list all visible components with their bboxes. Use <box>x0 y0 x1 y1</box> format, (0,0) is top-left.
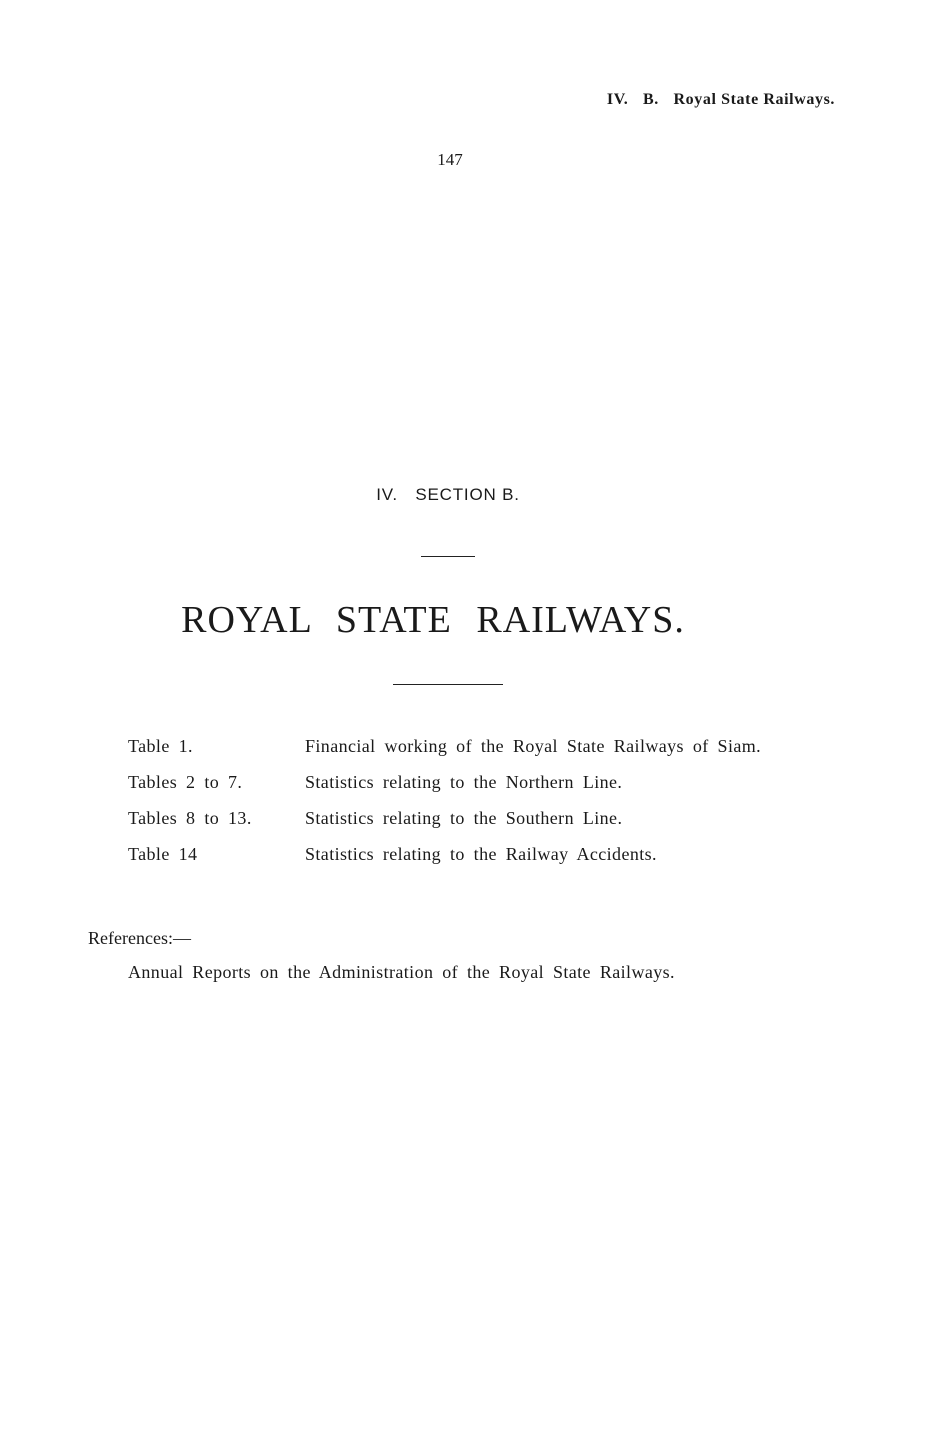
section-roman: IV. <box>376 485 398 504</box>
divider-short <box>421 556 475 557</box>
running-head <box>607 91 835 109</box>
references-item: Annual Reports on the Administration of the Royal State Railways. <box>128 962 675 982</box>
contents-row <box>128 807 761 843</box>
section-label <box>0 485 896 505</box>
running-head-title: Royal State Railways. <box>673 91 835 108</box>
references-heading: References:— <box>88 928 191 948</box>
contents-description: Statistics relating to the Southern Line. <box>305 808 623 828</box>
section-name: SECTION B. <box>415 485 520 504</box>
contents-description: Statistics relating to the Northern Line. <box>305 772 623 792</box>
contents-label: Table 14 <box>128 844 198 864</box>
page-number: 147 <box>437 150 463 169</box>
contents-label: Table 1. <box>128 736 193 756</box>
contents-row <box>128 843 761 879</box>
contents-label: Tables 8 to 13. <box>128 808 252 828</box>
divider-long <box>393 684 503 685</box>
running-head-letter: B. <box>643 91 659 108</box>
contents-list <box>128 735 761 879</box>
running-head-roman: IV. <box>606 91 629 108</box>
contents-row <box>128 771 761 807</box>
contents-label: Tables 2 to 7. <box>128 772 243 792</box>
contents-description: Statistics relating to the Railway Accidents. <box>305 844 657 864</box>
page-title: ROYAL STATE RAILWAYS. <box>181 599 685 641</box>
contents-description: Financial working of the Royal State Railways of Siam. <box>305 736 762 756</box>
contents-row <box>128 735 761 771</box>
